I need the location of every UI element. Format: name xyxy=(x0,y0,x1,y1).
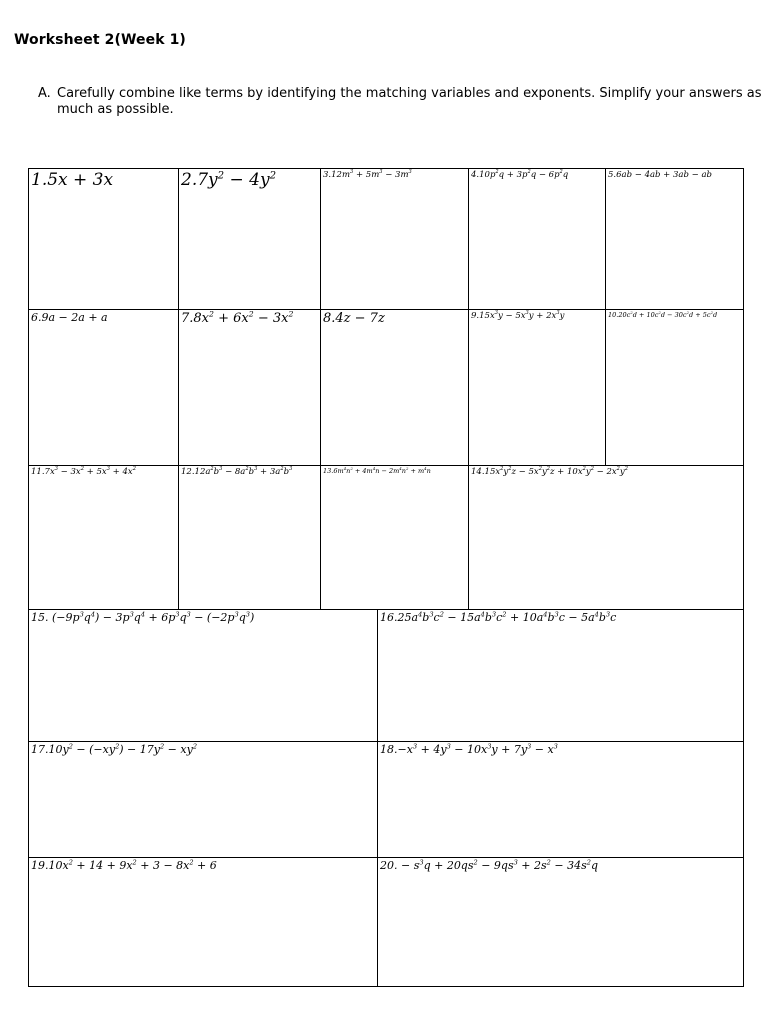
problem-cell-4[interactable] xyxy=(468,168,606,310)
problem-cell-10[interactable] xyxy=(605,309,744,466)
problem-4-text: $4.10p^2q + 3p^2q - 6p^2q$ xyxy=(471,169,569,180)
problem-cell-9[interactable] xyxy=(468,309,606,466)
problem-cell-12[interactable] xyxy=(178,465,321,610)
problem-13-text: $13.6m^4n^2 + 4m^4n - 2m^4n^2 + m^4n$ xyxy=(323,465,431,475)
problem-cell-13[interactable] xyxy=(320,465,469,610)
problem-cell-19[interactable] xyxy=(28,857,378,987)
instruction xyxy=(38,86,763,118)
problem-cell-7[interactable] xyxy=(178,309,321,466)
problem-9-text: $9.15x^3y - 5x^3y + 2x^3y$ xyxy=(471,310,565,321)
problem-1-text: 1.5x + 3x xyxy=(31,170,114,190)
problem-cell-20[interactable] xyxy=(377,857,744,987)
problem-5-text: 5.6ab − 4ab + 3ab − ab xyxy=(608,170,712,180)
problem-cell-14[interactable] xyxy=(468,465,744,610)
problem-8-text: 8.4z − 7z xyxy=(323,311,385,326)
problem-7-text: $7.8x^2 + 6x^2 - 3x^2$ xyxy=(181,309,294,326)
instruction-text: Carefully combine like terms by identifying the matching variables and exponents. Simplify your answers as much as possible. xyxy=(57,86,762,117)
problem-cell-5[interactable] xyxy=(605,168,744,310)
problem-16-text: $16.25a^4b^3c^2 - 15a^4b^3c^2 + 10a^4b^3c - 5a^4b^3c$ xyxy=(380,610,617,624)
problem-12-text: $12.12a^2b^3 - 8a^2b^3 + 3a^2b^3$ xyxy=(181,466,293,477)
problem-cell-18[interactable] xyxy=(377,741,744,858)
problem-17-text: $17.10y^2 - (-xy^2) - 17y^2 - xy^2$ xyxy=(31,742,198,756)
problem-2-text: $2.7y^2 - 4y^2$ xyxy=(181,170,277,190)
problem-15-text: 15. $(-9p^3q^4) - 3p^3q^4 + 6p^3q^3 - (-2p^3q^3)$ xyxy=(31,610,255,624)
problem-10-text: $10.20c^2d + 10c^2d - 30c^2d + 5c^2d$ xyxy=(608,309,718,319)
problem-cell-1[interactable] xyxy=(28,168,179,310)
problem-20-text: 20. − $s^3q + 20qs^2 - 9qs^3 + 2s^2 - 34s^2q$ xyxy=(380,858,598,872)
problem-3-text: $3.12m^3 + 5m^3 - 3m^3$ xyxy=(323,169,412,180)
problem-11-text: $11.7x^3 - 3x^2 + 5x^3 + 4x^2$ xyxy=(31,466,136,477)
problem-cell-11[interactable] xyxy=(28,465,179,610)
problem-19-text: $19.10x^2 + 14 + 9x^2 + 3 - 8x^2 + 6$ xyxy=(31,858,217,872)
instruction-letter: A. xyxy=(38,86,51,101)
problem-14-text: $14.15x^2y^2z - 5x^2y^2z + 10x^2y^2 - 2x^2y^2$ xyxy=(471,466,628,477)
problem-cell-17[interactable] xyxy=(28,741,378,858)
worksheet-title: Worksheet 2(Week 1) xyxy=(14,32,186,48)
problem-cell-8[interactable] xyxy=(320,309,469,466)
problem-cell-3[interactable] xyxy=(320,168,469,310)
problem-cell-16[interactable] xyxy=(377,609,744,742)
problem-cell-6[interactable] xyxy=(28,309,179,466)
problem-cell-2[interactable] xyxy=(178,168,321,310)
problem-6-text: 6.9a − 2a + a xyxy=(31,311,108,324)
problem-18-text: $18.-x^3 + 4y^3 - 10x^3y + 7y^3 - x^3$ xyxy=(380,742,558,756)
problem-cell-15[interactable] xyxy=(28,609,378,742)
